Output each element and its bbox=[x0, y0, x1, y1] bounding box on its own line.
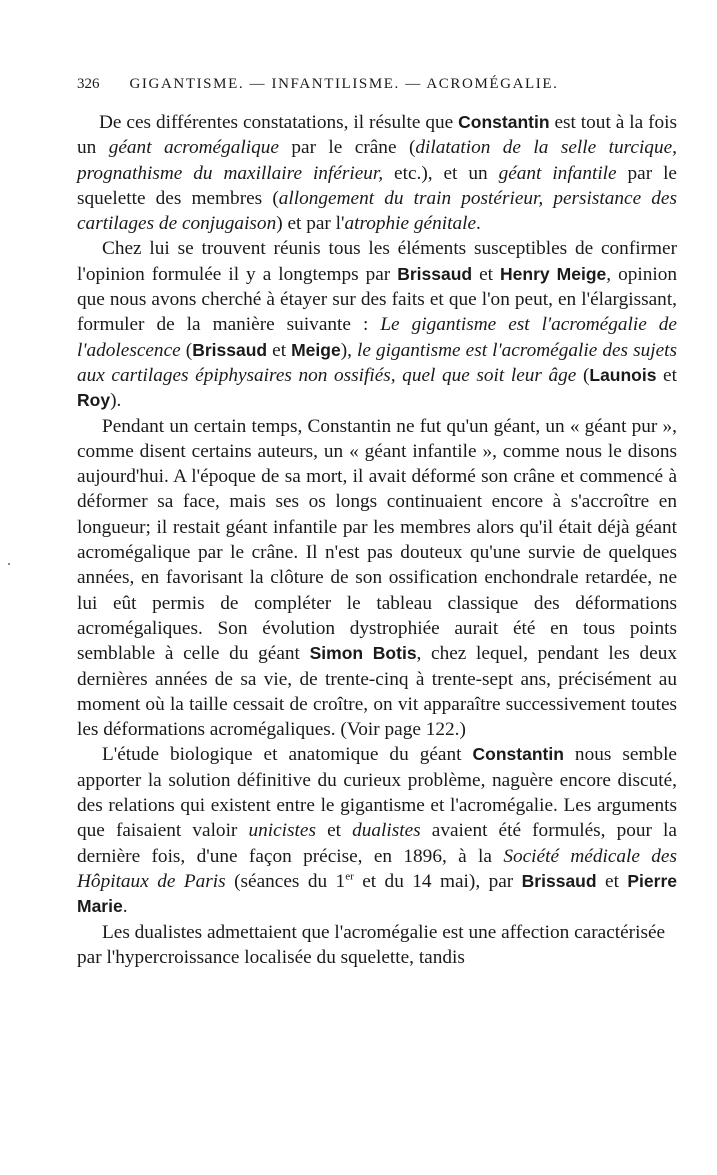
text-run: nous semble apporter la solution définitive du curieux problème, naguère encore discuté, des relations qui existent entre le gigantisme et l'acromégalie. Les arguments que faisaient valoir bbox=[77, 744, 677, 842]
text-run: par le crâne ( bbox=[278, 137, 416, 159]
name-pierre-marie: Pierre Marie bbox=[77, 870, 677, 917]
text-run: etc.), et un bbox=[383, 162, 499, 184]
name-constantin: Constantin bbox=[458, 112, 550, 132]
italic-term: géant infantile bbox=[498, 162, 617, 184]
text-run: et du 14 mai), par bbox=[353, 870, 522, 892]
paragraph-5 bbox=[77, 920, 677, 971]
text-run: Chez lui se trouvent réunis tous les éléments susceptibles de confirmer l'opinion formulée il y a longtemps par bbox=[77, 238, 677, 285]
text-run: . bbox=[122, 896, 128, 918]
text-run: et bbox=[315, 820, 353, 842]
italic-term: dualistes bbox=[352, 820, 421, 842]
name-henry-meige: Henry Meige bbox=[500, 263, 607, 284]
text-run: ( bbox=[576, 364, 590, 386]
italic-quote: Le gigantisme est l'acromégalie de l'adolescence bbox=[77, 314, 677, 361]
superscript: er bbox=[345, 870, 354, 883]
name-brissaud: Brissaud bbox=[521, 870, 597, 891]
italic-term: géant acromégalique bbox=[108, 137, 279, 159]
name-launois: Launois bbox=[589, 364, 657, 385]
text-run: ). bbox=[110, 390, 122, 412]
italic-term: allongement du train postérieur, persistance des cartilages de conjugaison bbox=[77, 187, 677, 235]
paragraph-2 bbox=[77, 236, 677, 413]
text-run: et bbox=[472, 263, 501, 285]
italic-society-name: Société médicale des Hôpitaux de Paris bbox=[77, 845, 677, 892]
text-run: . bbox=[476, 213, 481, 235]
paragraph-3 bbox=[77, 414, 677, 743]
text-run: ) et par l' bbox=[276, 213, 345, 235]
text-run: Les dualistes admettaient que l'acromégalie est une affection caractérisée par l'hypercroissance localisée du squelette, tandis bbox=[77, 921, 666, 968]
text-run: par le squelette des membres ( bbox=[77, 162, 677, 209]
name-constantin: Constantin bbox=[472, 744, 564, 765]
italic-term: atrophie génitale bbox=[344, 213, 477, 235]
running-header bbox=[77, 76, 677, 98]
name-brissaud: Brissaud bbox=[192, 339, 268, 360]
margin-mark bbox=[8, 563, 10, 565]
text-run: , opinion que nous avons cherché à étayer sur des faits et que l'on peut, en l'élargissant, formuler de la manière suivante : bbox=[77, 263, 678, 336]
name-meige: Meige bbox=[291, 339, 341, 360]
text-run: et bbox=[596, 870, 628, 892]
paragraph-1 bbox=[77, 110, 677, 236]
page-number: 326 bbox=[77, 76, 100, 92]
text-run: avaient été formulés, pour la dernière fois, d'une façon précise, en 1896, à la bbox=[77, 820, 677, 867]
paragraph-4 bbox=[77, 742, 677, 919]
italic-quote: le gigantisme est l'acromégalie des sujets aux cartilages épiphysaires non ossifiés, quel que soit leur âge bbox=[77, 339, 677, 386]
text-run: Pendant un certain temps, Constantin ne fut qu'un géant, un « géant pur », comme disent certains auteurs, un « géant infantile », comme nous le disons aujourd'hui. A l'époque de sa mort, il avait déformé son crâne et commencé à déformer sa face, mais ses os longs continuaient encore à s'accroître en longueur; il restait géant infantile par les membres alors qu'il était déjà géant acromégalique par le crâne. Il n'est pas douteux qu'une survie de quelques années, en favorisant la clôture de son ossification enchondrale retardée, ne lui eût permis de compléter le tableau classique des déformations acromégaliques. Son évolution dystrophiée aurait été en tous points semblable à celle du géant bbox=[77, 415, 677, 665]
name-roy: Roy bbox=[77, 390, 111, 411]
running-title: GIGANTISME. — INFANTILISME. — ACROMÉGALIE. bbox=[129, 76, 559, 92]
text-run: ( bbox=[180, 339, 193, 361]
italic-term: dilatation de la selle turcique, prognathisme du maxillaire inférieur, bbox=[77, 137, 677, 184]
text-run: (séances du 1 bbox=[225, 870, 346, 892]
text-run: ), bbox=[340, 339, 358, 361]
text-run: et bbox=[267, 339, 292, 361]
text-run: De ces différentes constatations, il résulte que bbox=[99, 112, 459, 133]
name-brissaud: Brissaud bbox=[397, 263, 473, 284]
text-run: L'étude biologique et anatomique du géant bbox=[102, 744, 473, 766]
text-run: et bbox=[656, 364, 677, 386]
name-simon-botis: Simon Botis bbox=[309, 643, 417, 664]
italic-term: unicistes bbox=[248, 820, 316, 842]
text-run: , chez lequel, pendant les deux dernières années de sa vie, de trente-cinq à trente-sept ans, précisément au moment où la taille cessait de croître, on vit apparaître successivement toutes les déformations acromégaliques. (Voir page 122.) bbox=[77, 643, 677, 741]
text-run: est tout à la fois un bbox=[77, 112, 677, 159]
